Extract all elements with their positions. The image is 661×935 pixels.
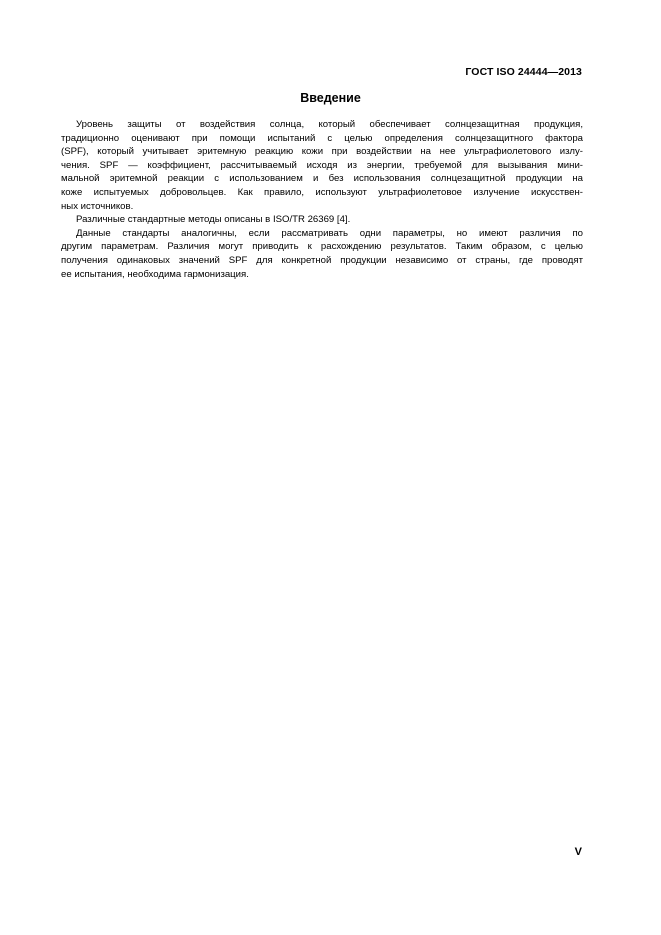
paragraph-line: ее испытания, необходима гармонизация. — [61, 268, 249, 280]
paragraph-line: Данные стандарты аналогичны, если рассматривать одни параметры, но имеют различия по — [76, 227, 583, 239]
paragraph-line: Различные стандартные методы описаны в ISO/TR 26369 [4]. — [76, 214, 351, 226]
paragraph-line: традиционно оценивают при помощи испытаний с целью определения солнцезащитного фактора — [61, 132, 583, 144]
paragraph-line: ных источников. — [61, 200, 134, 212]
section-title: Введение — [300, 91, 361, 105]
paragraph-line: мальной эритемной реакции с использованием и без использования солнцезащитной продукции на — [61, 173, 583, 185]
paragraph-1 — [61, 118, 583, 213]
paragraph-line: Уровень защиты от воздействия солнца, который обеспечивает солнцезащитная продукция, — [76, 119, 583, 130]
paragraph-line: получения одинаковых значений SPF для конкретной продукции независимо от страны, где проводят — [61, 254, 583, 266]
paragraph-line: коже испытуемых добровольцев. Как правило, используют ультрафиолетовое излучение искусствен- — [61, 186, 583, 198]
paragraph-line: (SPF), который учитывает эритемную реакцию кожи при воздействии на нее ультрафиолетового излу- — [61, 146, 583, 158]
paragraph-line: другим параметрам. Различия могут приводить к расхождению результатов. Таким образом, с целью — [61, 241, 583, 253]
paragraph-line: чения. SPF — коэффициент, рассчитываемый исходя из энергии, требуемой для вызывания мини- — [61, 159, 583, 171]
paragraph-3 — [61, 227, 583, 281]
body-text — [61, 118, 583, 281]
document-code: ГОСТ ISO 24444—2013 — [465, 66, 582, 78]
page-number: V — [574, 846, 582, 858]
paragraph-2 — [61, 213, 583, 227]
